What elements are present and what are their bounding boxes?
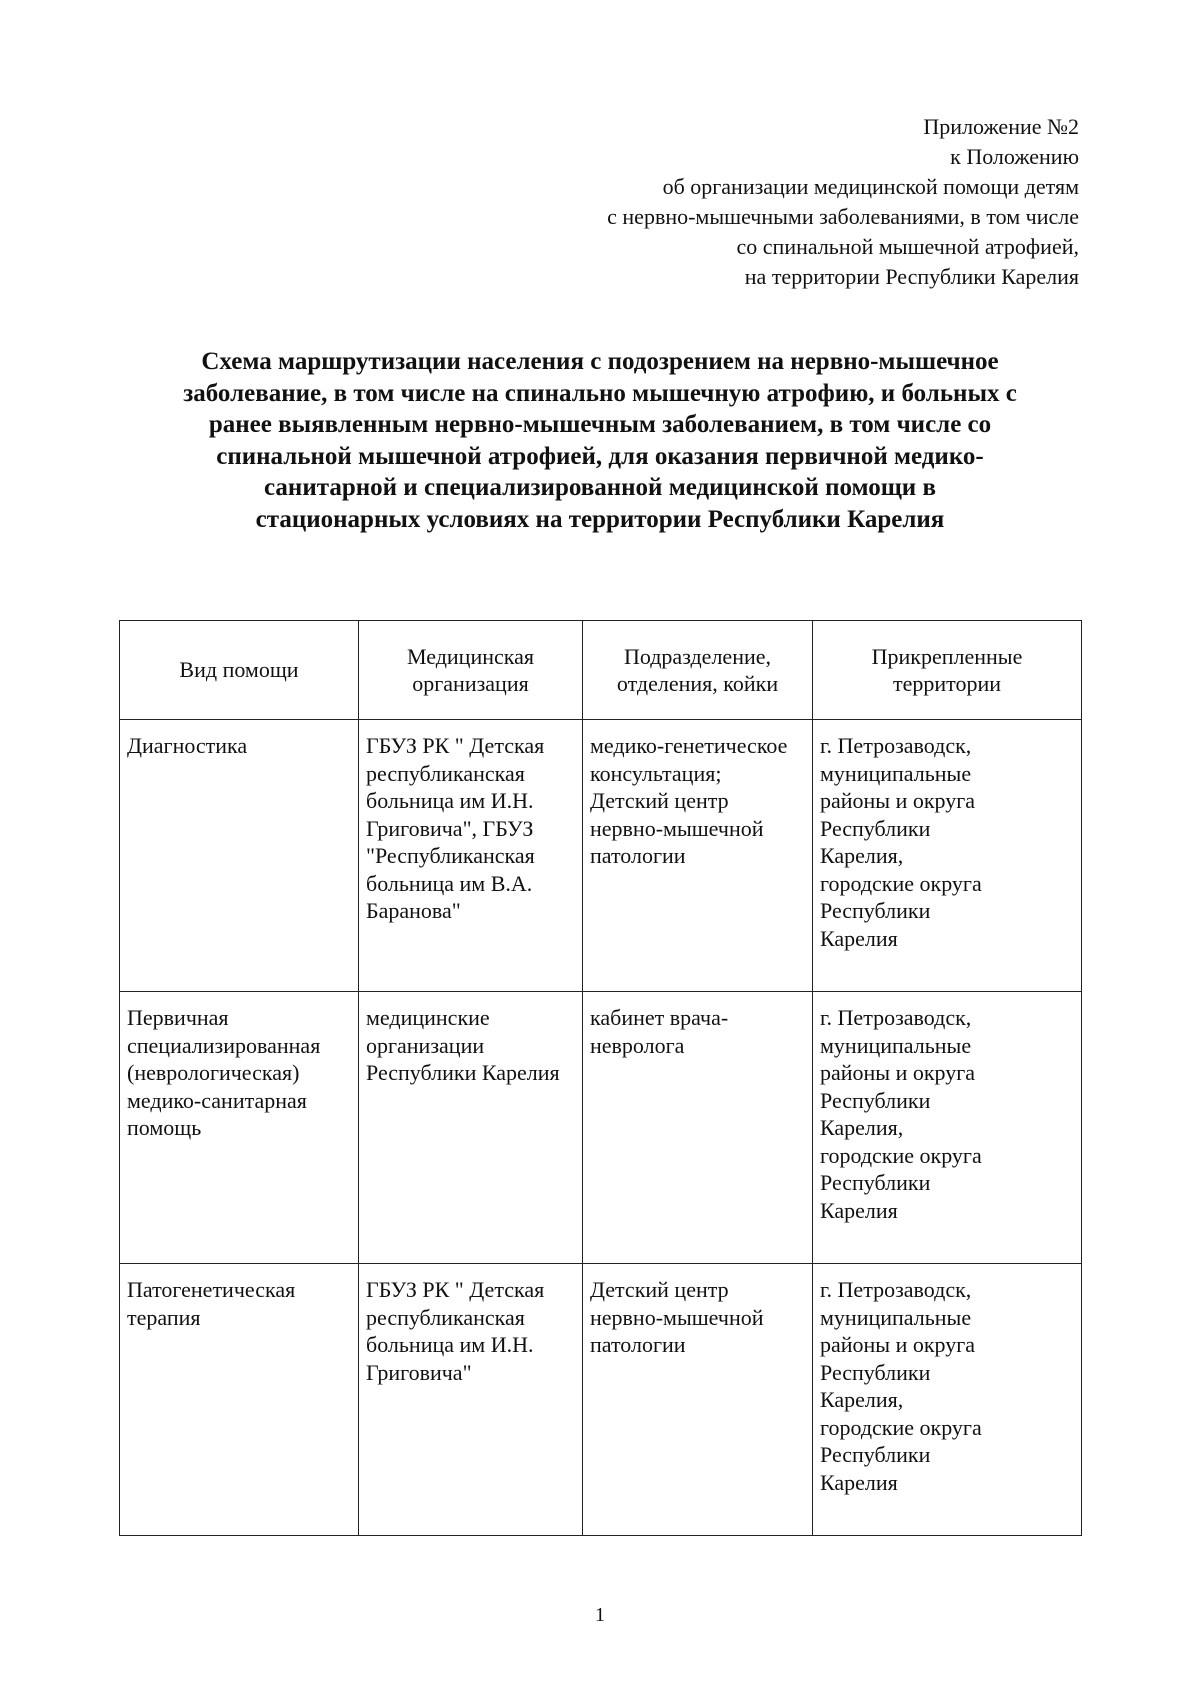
- title-line: санитарной и специализированной медицинской помощи в: [264, 474, 936, 501]
- routing-table: [119, 620, 1082, 1536]
- page-number: 1: [595, 1604, 605, 1626]
- table-row: [120, 1264, 1082, 1536]
- cell-care-type: Диагностика: [120, 720, 359, 992]
- cell-territories: г. Петрозаводск, муниципальные районы и округа Республики Карелия, городские округа Республики Карелия: [813, 720, 1082, 992]
- title-line: стационарных условиях на территории Республики Карелия: [255, 505, 945, 533]
- title-line: ранее выявленным нервно-мышечным заболеванием, в том числе со: [208, 411, 992, 438]
- cell-department: кабинет врача- невролога: [583, 992, 813, 1264]
- appendix-line: со спинальной мышечной атрофией,: [736, 234, 1079, 259]
- cell-care-type: Патогенетическая терапия: [120, 1264, 359, 1536]
- title-line: спинальной мышечной атрофией, для оказания первичной медико-: [216, 442, 984, 470]
- cell-medical-organization: ГБУЗ РК " Детская республиканская больница им И.Н. Григовича", ГБУЗ "Республиканская больница им В.А. Баранова": [359, 720, 583, 992]
- cell-territories: г. Петрозаводск, муниципальные районы и округа Республики Карелия, городские округа Республики Карелия: [813, 1264, 1082, 1536]
- document-title: [120, 346, 1080, 535]
- appendix-line: об организации медицинской помощи детям: [662, 174, 1079, 199]
- header-medical-organization: Медицинская организация: [359, 621, 583, 720]
- cell-care-type: Первичная специализированная (неврологическая) медико-санитарная помощь: [120, 992, 359, 1264]
- table-row: [120, 992, 1082, 1264]
- appendix-line: с нервно-мышечными заболеваниями, в том числе: [607, 204, 1079, 229]
- cell-medical-organization: ГБУЗ РК " Детская республиканская больница им И.Н. Григовича": [359, 1264, 583, 1536]
- header-care-type: Вид помощи: [120, 621, 359, 720]
- cell-territories: г. Петрозаводск, муниципальные районы и округа Республики Карелия, городские округа Республики Карелия: [813, 992, 1082, 1264]
- header-territories: Прикрепленные территории: [813, 621, 1082, 720]
- table-row: [120, 720, 1082, 992]
- title-line: Схема маршрутизации населения с подозрением на нервно-мышечное: [201, 348, 999, 375]
- cell-department: Детский центр нервно-мышечной патологии: [583, 1264, 813, 1536]
- appendix-header: [379, 112, 1079, 292]
- appendix-line: к Положению: [950, 144, 1079, 169]
- table-header-row: [120, 621, 1082, 720]
- appendix-line: Приложение №2: [923, 114, 1079, 139]
- cell-department: медико-генетическое консультация; Детский центр нервно-мышечной патологии: [583, 720, 813, 992]
- title-line: заболевание, в том числе на спинально мышечную атрофию, и больных с: [183, 379, 1017, 407]
- cell-medical-organization: медицинские организации Республики Карелия: [359, 992, 583, 1264]
- appendix-line: на территории Республики Карелия: [744, 264, 1079, 289]
- header-department: Подразделение, отделения, койки: [583, 621, 813, 720]
